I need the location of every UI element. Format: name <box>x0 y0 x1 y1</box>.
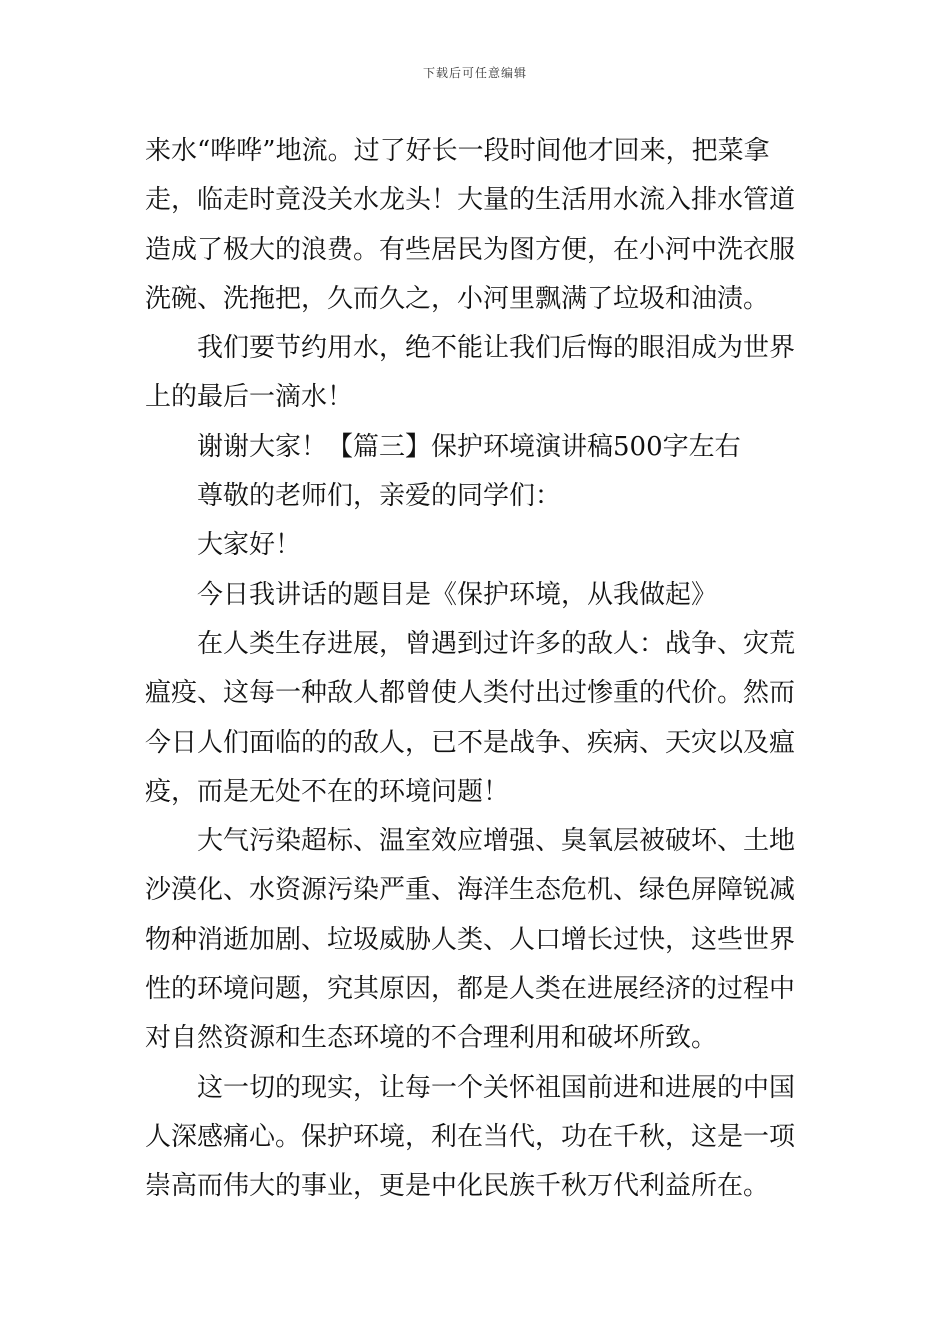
text-line: 在人类生存进展，曾遇到过许多的敌人：战争、灾荒 <box>197 628 796 659</box>
text-line: 人深感痛心。保护环境，利在当代，功在千秋，这是一项 <box>145 1121 796 1152</box>
text-line: 物种消逝加剧、垃圾威胁人类、人口增长过快，这些世界 <box>145 924 796 955</box>
text-line: 谢谢大家！【篇三】保护环境演讲稿500字左右 <box>197 431 741 462</box>
text-line: 性的环境问题，究其原因，都是人类在进展经济的过程中 <box>145 974 796 1005</box>
text-line: 这一切的现实，让每一个关怀祖国前进和进展的中国 <box>197 1072 796 1103</box>
text-line: 走，临走时竟没关水龙头！大量的生活用水流入排水管道 <box>145 185 796 216</box>
text-line: 疫，而是无处不在的环境问题！ <box>145 776 510 807</box>
text-line: 对自然资源和生态环境的不合理利用和破坏所致。 <box>145 1023 718 1054</box>
text-line: 来水“哗哗”地流。过了好长一段时间他才回来，把菜拿 <box>145 136 770 166</box>
page-header: 下载后可任意编辑 <box>422 66 527 80</box>
text-line: 上的最后一滴水！ <box>145 382 354 413</box>
text-line: 今日我讲话的题目是《保护环境，从我做起》 <box>197 579 718 610</box>
text-line: 瘟疫、这每一种敌人都曾使人类付出过惨重的代价。然而 <box>145 678 796 709</box>
text-line: 大气污染超标、温室效应增强、臭氧层被破坏、土地 <box>197 826 796 857</box>
text-line: 大家好！ <box>197 530 302 561</box>
text-line: 洗碗、洗拖把，久而久之，小河里飘满了垃圾和油渍。 <box>145 283 770 314</box>
body-text <box>145 127 807 1212</box>
text-line: 尊敬的老师们，亲爱的同学们： <box>197 481 562 512</box>
text-line: 我们要节约用水，绝不能让我们后悔的眼泪成为世界 <box>197 333 796 364</box>
text-line: 造成了极大的浪费。有些居民为图方便，在小河中洗衣服 <box>145 234 796 265</box>
text-line: 崇高而伟大的事业，更是中化民族千秋万代利益所在。 <box>145 1171 770 1202</box>
text-line: 今日人们面临的的敌人，已不是战争、疾病、天灾以及瘟 <box>145 727 796 758</box>
text-line: 沙漠化、水资源污染严重、海洋生态危机、绿色屏障锐减 <box>145 875 796 906</box>
